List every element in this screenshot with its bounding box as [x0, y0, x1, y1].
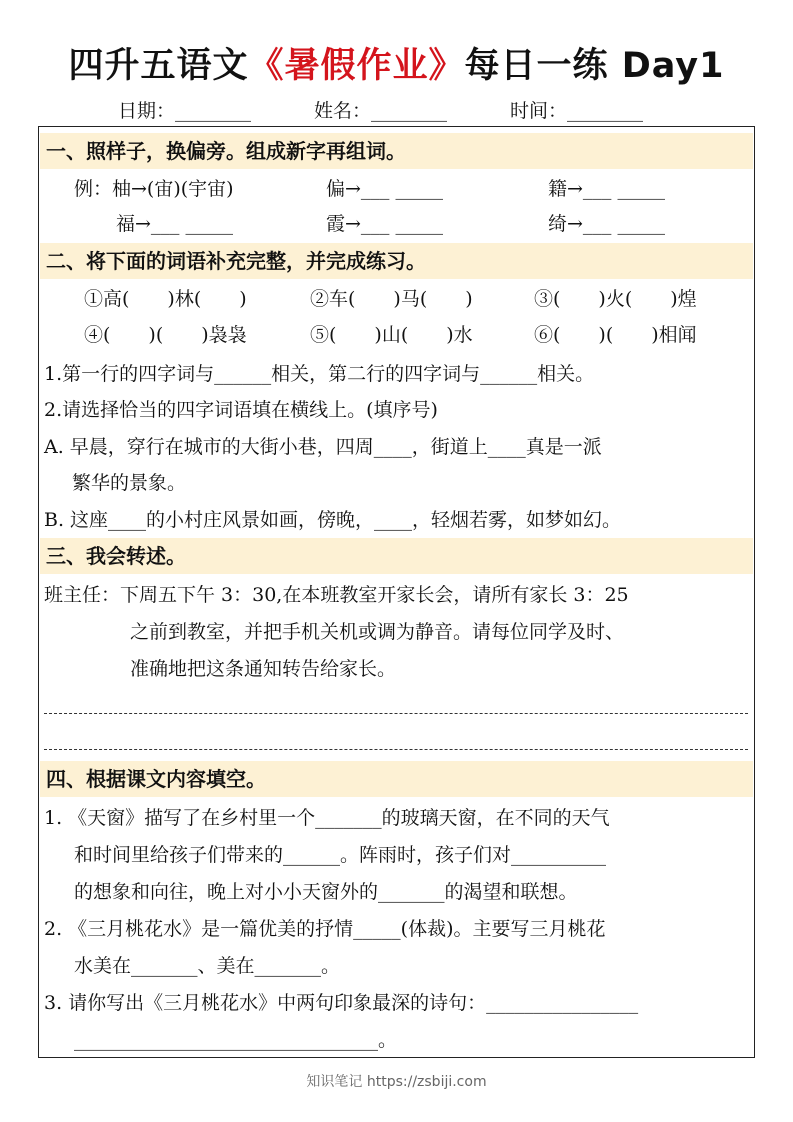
s3-line-3: 准确地把这条通知转告给家长。: [130, 658, 397, 680]
s2-option-a-cont: 繁华的景象。: [72, 472, 187, 494]
s4-line-7: ________________________________。: [74, 1029, 398, 1051]
s2-word-5[interactable]: ⑤( )山( )水: [310, 324, 473, 346]
section-3-heading: 三、我会转述。: [40, 538, 753, 574]
s4-line-6: 3. 请你写出《三月桃花水》中两句印象最深的诗句：________________: [44, 992, 639, 1014]
section-1-heading: 一、照样子，换偏旁。组成新字再组词。: [40, 133, 753, 169]
answer-line-1[interactable]: [44, 713, 748, 714]
page-title: [0, 38, 793, 88]
date-field[interactable]: 日期：________: [118, 100, 252, 122]
section-2-heading: 二、将下面的词语补充完整，并完成练习。: [40, 243, 753, 279]
s4-line-3: 的想象和向往，晚上对小小天窗外的_______的渴望和联想。: [74, 881, 578, 903]
section-4-heading: 四、根据课文内容填空。: [40, 761, 753, 797]
s2-word-6[interactable]: ⑥( )( )相闻: [534, 324, 697, 346]
s4-line-4: 2. 《三月桃花水》是一篇优美的抒情_____(体裁)。主要写三月桃花: [44, 918, 606, 940]
s3-line-2: 之前到教室，并把手机关机或调为静音。请每位同学及时、: [130, 621, 625, 643]
s1-q5[interactable]: 绮→___ _____: [548, 213, 665, 235]
answer-line-2[interactable]: [44, 749, 748, 750]
s2-word-1[interactable]: ①高( )林( ): [84, 288, 247, 310]
name-field[interactable]: 姓名：________: [314, 100, 448, 122]
s2-line-2: 2.请选择恰当的四字词语填在横线上。(填序号): [44, 399, 438, 421]
s2-line-1: 1.第一行的四字词与______相关，第二行的四字词与______相关。: [44, 363, 595, 385]
s2-word-3[interactable]: ③( )火( )煌: [534, 288, 697, 310]
s3-line-1: 班主任：下周五下午 3：30,在本班教室开家长会，请所有家长 3：25: [44, 584, 629, 606]
s2-option-a: A. 早晨，穿行在城市的大街小巷，四周____，街道上____真是一派: [44, 436, 602, 458]
title-highlight: 《暑假作业》: [248, 46, 465, 86]
s1-q1[interactable]: 偏→___ _____: [326, 178, 443, 200]
s4-line-2: 和时间里给孩子们带来的______。阵雨时，孩子们对__________: [74, 844, 607, 866]
time-field[interactable]: 时间：________: [510, 100, 644, 122]
s2-word-2[interactable]: ②车( )马( ): [310, 288, 473, 310]
s2-option-b: B. 这座____的小村庄风景如画，傍晚，____，轻烟若雾，如梦如幻。: [44, 509, 622, 531]
s1-q3[interactable]: 福→___ _____: [116, 213, 233, 235]
footer-watermark: 知识笔记 https://zsbiji.com: [306, 1074, 487, 1090]
s1-example: 例：柚→(宙)(宇宙): [74, 178, 234, 200]
s4-line-1: 1. 《天窗》描写了在乡村里一个_______的玻璃天窗，在不同的天气: [44, 807, 610, 829]
title-post: 每日一练 Day1: [464, 46, 725, 86]
s1-q4[interactable]: 霞→___ _____: [326, 213, 443, 235]
title-pre: 四升五语文: [68, 46, 249, 86]
s1-q2[interactable]: 籍→___ _____: [548, 178, 665, 200]
s2-word-4[interactable]: ④( )( )袅袅: [84, 324, 247, 346]
s4-line-5: 水美在_______、美在_______。: [74, 955, 341, 977]
